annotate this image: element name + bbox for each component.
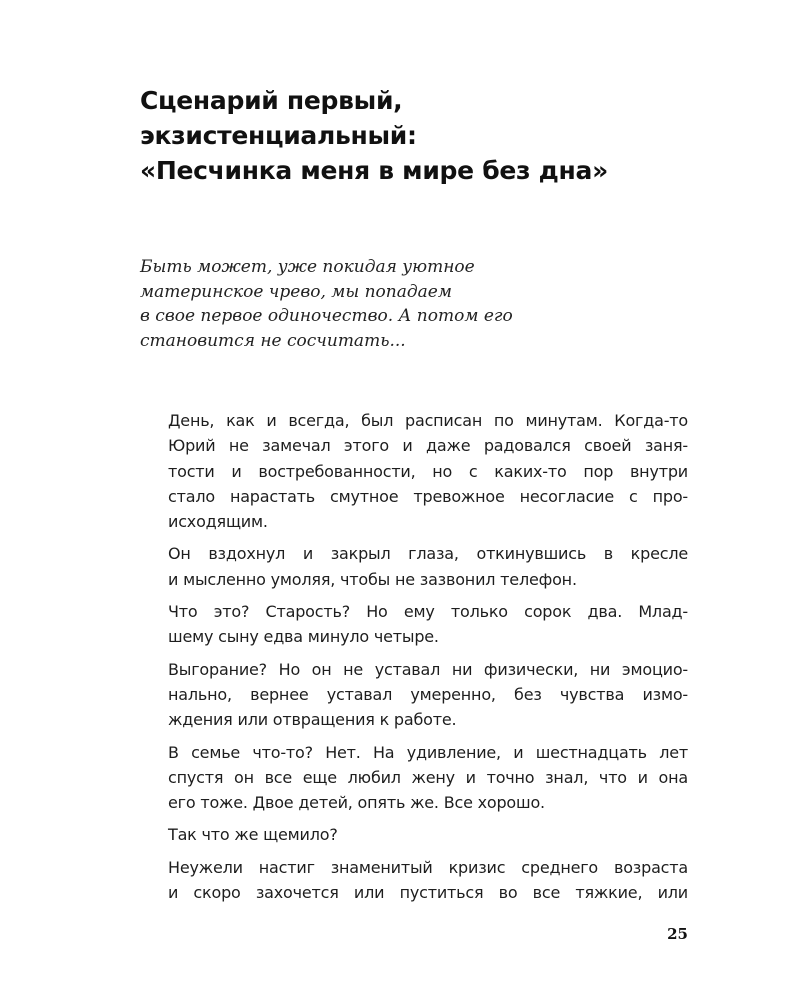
text-line: шему сыну едва минуло четыре. [168,627,439,647]
body-text [168,408,688,912]
text-line: тости и востребованности, но с каких-то пор внутри [168,461,688,481]
text-line: и мысленно умоляя, чтобы не зазвонил телефон. [168,569,577,589]
text-line: Выгорание? Но он не уставал ни физически, ни эмоцио- [168,659,688,679]
text-line: День, как и всегда, был расписан по минутам. Когда-то [168,411,688,430]
text-line: ждения или отвращения к работе. [168,710,457,730]
heading-line: экзистенциальный: [140,121,417,150]
paragraph [168,855,688,906]
heading-line: «Песчинка меня в мире без дна» [140,156,608,185]
text-line: спустя он все еще любил жену и точно знал, что и она [168,767,688,787]
paragraph [168,599,688,650]
epigraph [140,255,620,353]
paragraph [168,740,688,816]
text-line: Неужели настиг знаменитый кризис среднего возраста [168,857,688,877]
text-line: и скоро захочется или пуститься во все тяжкие, или [168,883,688,903]
paragraph [168,657,688,733]
text-line: Юрий не замечал этого и даже радовался своей заня- [168,436,688,456]
text-line: его тоже. Двое детей, опять же. Все хорошо. [168,793,545,813]
epigraph-line: Быть может, уже покидая уютное [140,257,475,277]
epigraph-line: материнское чрево, мы попадаем [140,281,452,302]
text-line: нально, вернее уставал умеренно, без чувства измо- [168,684,688,704]
heading-line: Сценарий первый, [140,86,403,115]
text-line: стало нарастать смутное тревожное несогласие с про- [168,486,688,506]
paragraph [168,541,688,592]
text-line: исходящим. [168,512,268,532]
text-line: Что это? Старость? Но ему только сорок два. Млад- [168,602,688,622]
epigraph-line: в свое первое одиночество. А потом его [140,306,513,326]
paragraph [168,822,688,847]
text-line: В семье что-то? Нет. На удивление, и шестнадцать лет [168,742,688,762]
paragraph [168,408,688,534]
epigraph-line: становится не сосчитать... [140,330,406,351]
page-number: 25 [667,925,688,943]
text-line: Так что же щемило? [168,825,338,845]
chapter-heading [140,83,700,188]
text-line: Он вздохнул и закрыл глаза, откинувшись в кресле [168,544,688,564]
